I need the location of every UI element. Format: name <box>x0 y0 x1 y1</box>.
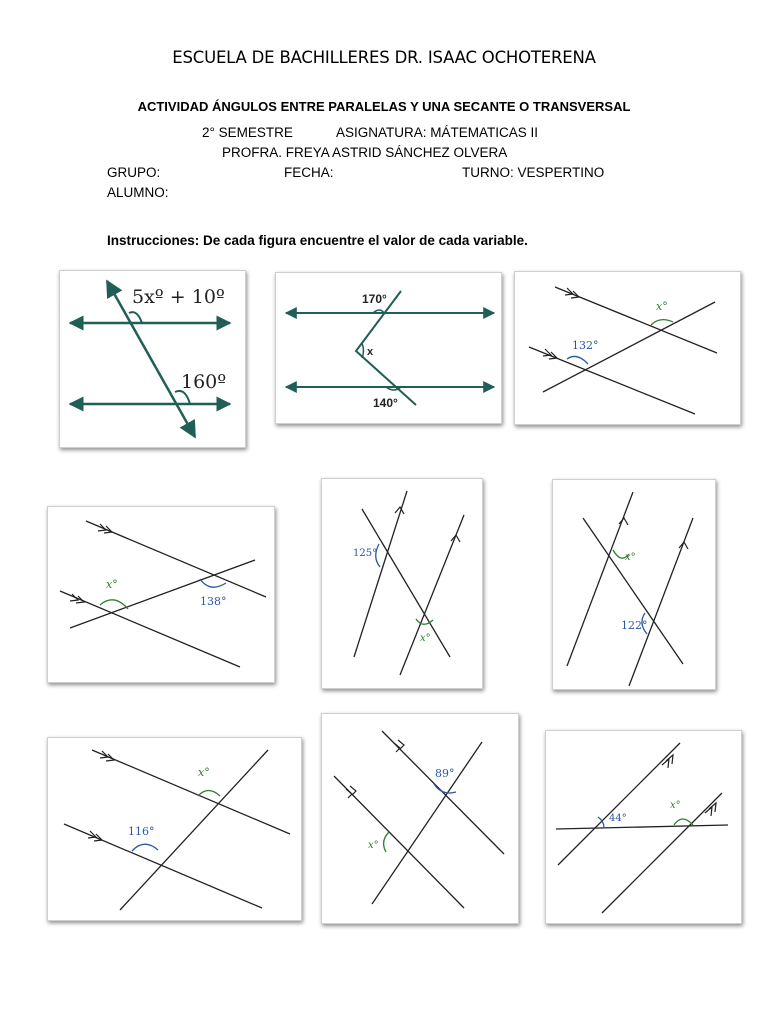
figure-6 <box>552 479 716 690</box>
figure-5 <box>321 478 483 689</box>
angle-label-x: x° <box>625 552 636 563</box>
angle-arc-138 <box>200 579 226 587</box>
angle-label-x: x° <box>368 840 379 851</box>
arrow-mark-2 <box>70 594 84 603</box>
transversal-line <box>583 518 683 664</box>
figure-9-diagram <box>546 731 741 923</box>
figure-2 <box>275 272 502 424</box>
figure-7 <box>47 737 302 921</box>
figure-9 <box>545 730 742 924</box>
arrow-mark-2 <box>451 535 460 542</box>
angle-label-89: 89° <box>435 767 455 780</box>
arrow-mark-1 <box>662 755 673 768</box>
angle-arc-x <box>362 343 364 358</box>
date-field-label: FECHA: <box>284 165 334 180</box>
parallel-line-2 <box>529 347 695 414</box>
parallel-line-2 <box>400 515 464 675</box>
parallel-line-1 <box>567 492 633 666</box>
student-field-label: ALUMNO: <box>107 185 169 200</box>
figure-5-diagram <box>322 479 482 688</box>
parallel-line-2 <box>602 793 722 913</box>
figure-4 <box>47 506 275 683</box>
angle-label-x: x° <box>106 578 118 591</box>
figure-4-diagram <box>48 507 274 682</box>
angle-label-x: x° <box>670 800 681 811</box>
arrow-mark-2 <box>679 542 688 549</box>
angle-label-value: 160º <box>181 371 227 393</box>
angle-label-x: x° <box>656 300 668 313</box>
shift-label: TURNO: VESPERTINO <box>462 165 605 180</box>
subject-label: ASIGNATURA: MÁTEMATICAS II <box>336 125 539 140</box>
angle-label-44: 44° <box>609 813 627 824</box>
figure-7-diagram <box>48 738 301 920</box>
figure-3-diagram <box>515 272 740 424</box>
instructions: Instrucciones: De cada figura encuentre el valor de cada variable. <box>107 233 528 248</box>
angle-label-125: 125° <box>353 548 378 559</box>
angle-label-138: 138° <box>200 595 227 608</box>
angle-arc-x <box>651 320 673 325</box>
transversal-line <box>70 560 255 628</box>
angle-label-x: x° <box>198 766 210 779</box>
parallel-line-1 <box>558 743 680 865</box>
angle-arc-x <box>198 791 220 797</box>
angle-arc-132 <box>567 356 588 364</box>
teacher-label: PROFRA. FREYA ASTRID SÁNCHEZ OLVERA <box>222 145 508 160</box>
angle-arc-116 <box>132 844 158 851</box>
angle-label-132: 132° <box>572 339 599 352</box>
transversal-line <box>372 742 482 904</box>
parallel-line-1 <box>92 750 290 834</box>
figure-8 <box>321 713 519 924</box>
transversal-line <box>556 825 728 829</box>
semester-label: 2° SEMESTRE <box>202 125 293 140</box>
arrow-mark-1 <box>100 751 114 761</box>
parallel-line-1 <box>354 491 407 657</box>
arrow-mark-1 <box>394 740 404 752</box>
angle-arc-x <box>384 832 389 852</box>
figure-2-diagram <box>276 273 501 423</box>
figure-1 <box>59 270 246 448</box>
angle-label-expression: 5xº + 10º <box>132 286 225 308</box>
angle-label-x: x <box>367 346 374 358</box>
transversal-line <box>543 302 715 392</box>
figure-6-diagram <box>553 480 715 689</box>
angle-label-140: 140° <box>373 396 398 410</box>
angle-label-122: 122° <box>621 619 648 632</box>
angle-label-x: x° <box>420 633 431 644</box>
figure-3 <box>514 271 741 425</box>
angle-label-116: 116° <box>128 825 155 838</box>
angle-label-170: 170° <box>362 292 387 306</box>
activity-title: ACTIVIDAD ÁNGULOS ENTRE PARALELAS Y UNA SECANTE O TRANSVERSAL <box>137 99 631 114</box>
figure-8-diagram <box>322 714 518 923</box>
figure-1-diagram <box>60 271 245 447</box>
group-field-label: GRUPO: <box>107 165 161 180</box>
school-title: ESCUELA DE BACHILLERES DR. ISAAC OCHOTERENA <box>172 48 596 67</box>
parallel-line-2 <box>64 824 262 908</box>
parallel-line-2 <box>334 776 464 908</box>
